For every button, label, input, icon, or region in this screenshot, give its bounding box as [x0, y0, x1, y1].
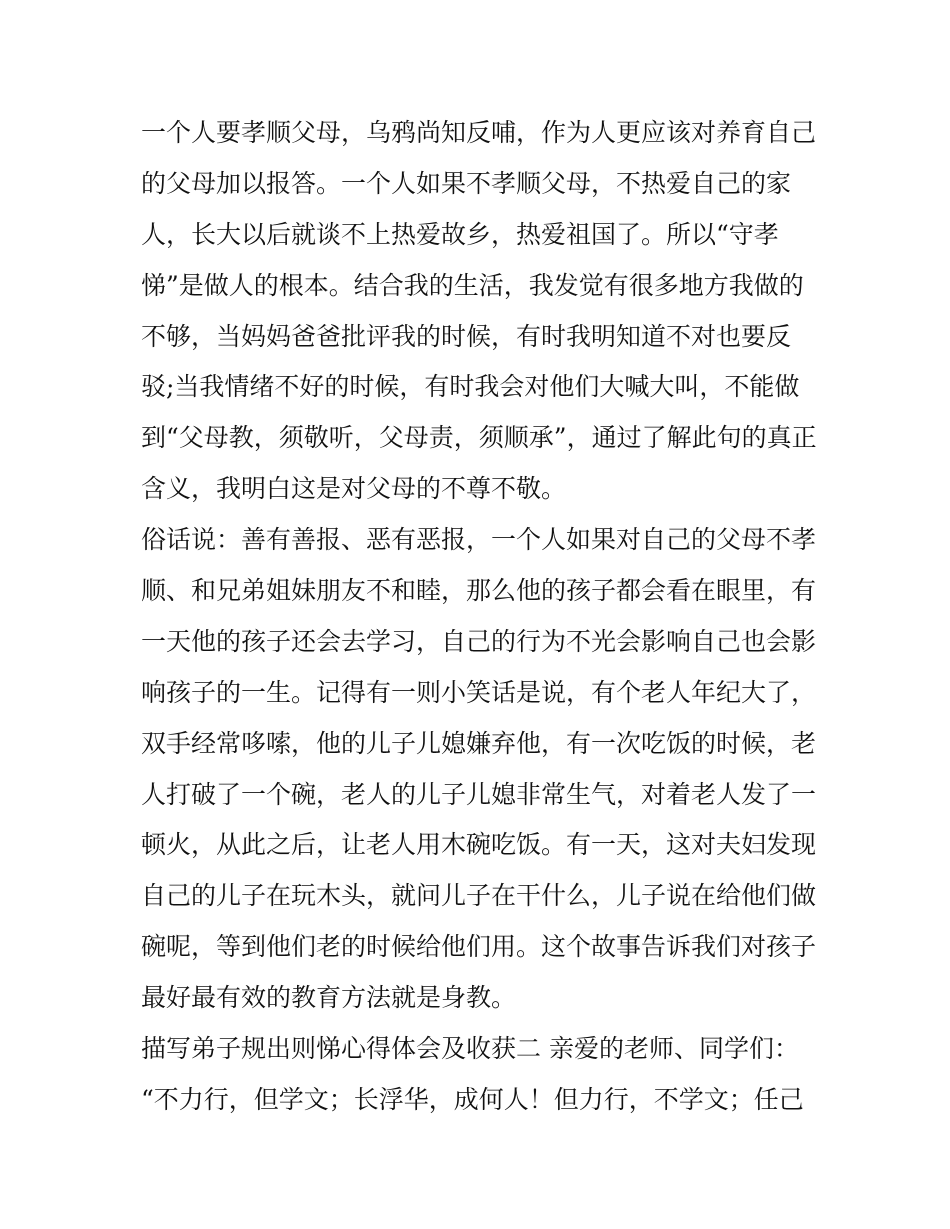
text-line: 最好最有效的教育方法就是身教。 [141, 983, 517, 1013]
text-line: 一天他的孩子还会去学习，自己的行为不光会影响自己也会影 [141, 626, 817, 656]
document-body [141, 108, 821, 1126]
text-line: 驳;当我情绪不好的时候，有时我会对他们大喊大叫，不能做 [141, 372, 800, 402]
text-line: “不力行，但学文；长浮华，成何人！但力行，不学文；任己 [141, 1084, 804, 1114]
text-line: 响孩子的一生。记得有一则小笑话是说，有个老人年纪大了， [141, 677, 817, 707]
text-line: 顺、和兄弟姐妹朋友不和睦，那么他的孩子都会看在眼里，有 [141, 576, 817, 606]
text-line: 人打破了一个碗，老人的儿子儿媳非常生气，对着老人发了一 [141, 779, 817, 809]
text-line: 顿火，从此之后，让老人用木碗吃饭。有一天，这对夫妇发现 [141, 830, 817, 860]
text-line: 自己的儿子在玩木头，就问儿子在干什么，儿子说在给他们做 [141, 881, 817, 911]
text-line: 人，长大以后就谈不上热爱故乡，热爱祖国了。所以“守孝 [141, 219, 779, 249]
text-line: 俗话说：善有善报、恶有恶报，一个人如果对自己的父母不孝 [141, 525, 817, 555]
text-line: 不够，当妈妈爸爸批评我的时候，有时我明知道不对也要反 [141, 321, 792, 351]
text-line: 悌”是做人的根本。结合我的生活，我发觉有很多地方我做的 [141, 270, 804, 300]
text-line: 含义，我明白这是对父母的不尊不敬。 [141, 474, 567, 504]
text-line: 到“父母教，须敬听，父母责，须顺承”，通过了解此句的真正 [141, 423, 817, 453]
text-line: 一个人要孝顺父母，乌鸦尚知反哺，作为人更应该对养育自己 [141, 118, 817, 147]
text-line: 的父母加以报答。一个人如果不孝顺父母，不热爱自己的家 [141, 168, 792, 198]
text-line: 双手经常哆嗦，他的儿子儿媳嫌弃他，有一次吃饭的时候，老 [141, 728, 817, 758]
text-line: 碗呢，等到他们老的时候给他们用。这个故事告诉我们对孩子 [141, 932, 817, 962]
text-line: 描写弟子规出则悌心得体会及收获二 亲爱的老师、同学们： [141, 1034, 799, 1064]
